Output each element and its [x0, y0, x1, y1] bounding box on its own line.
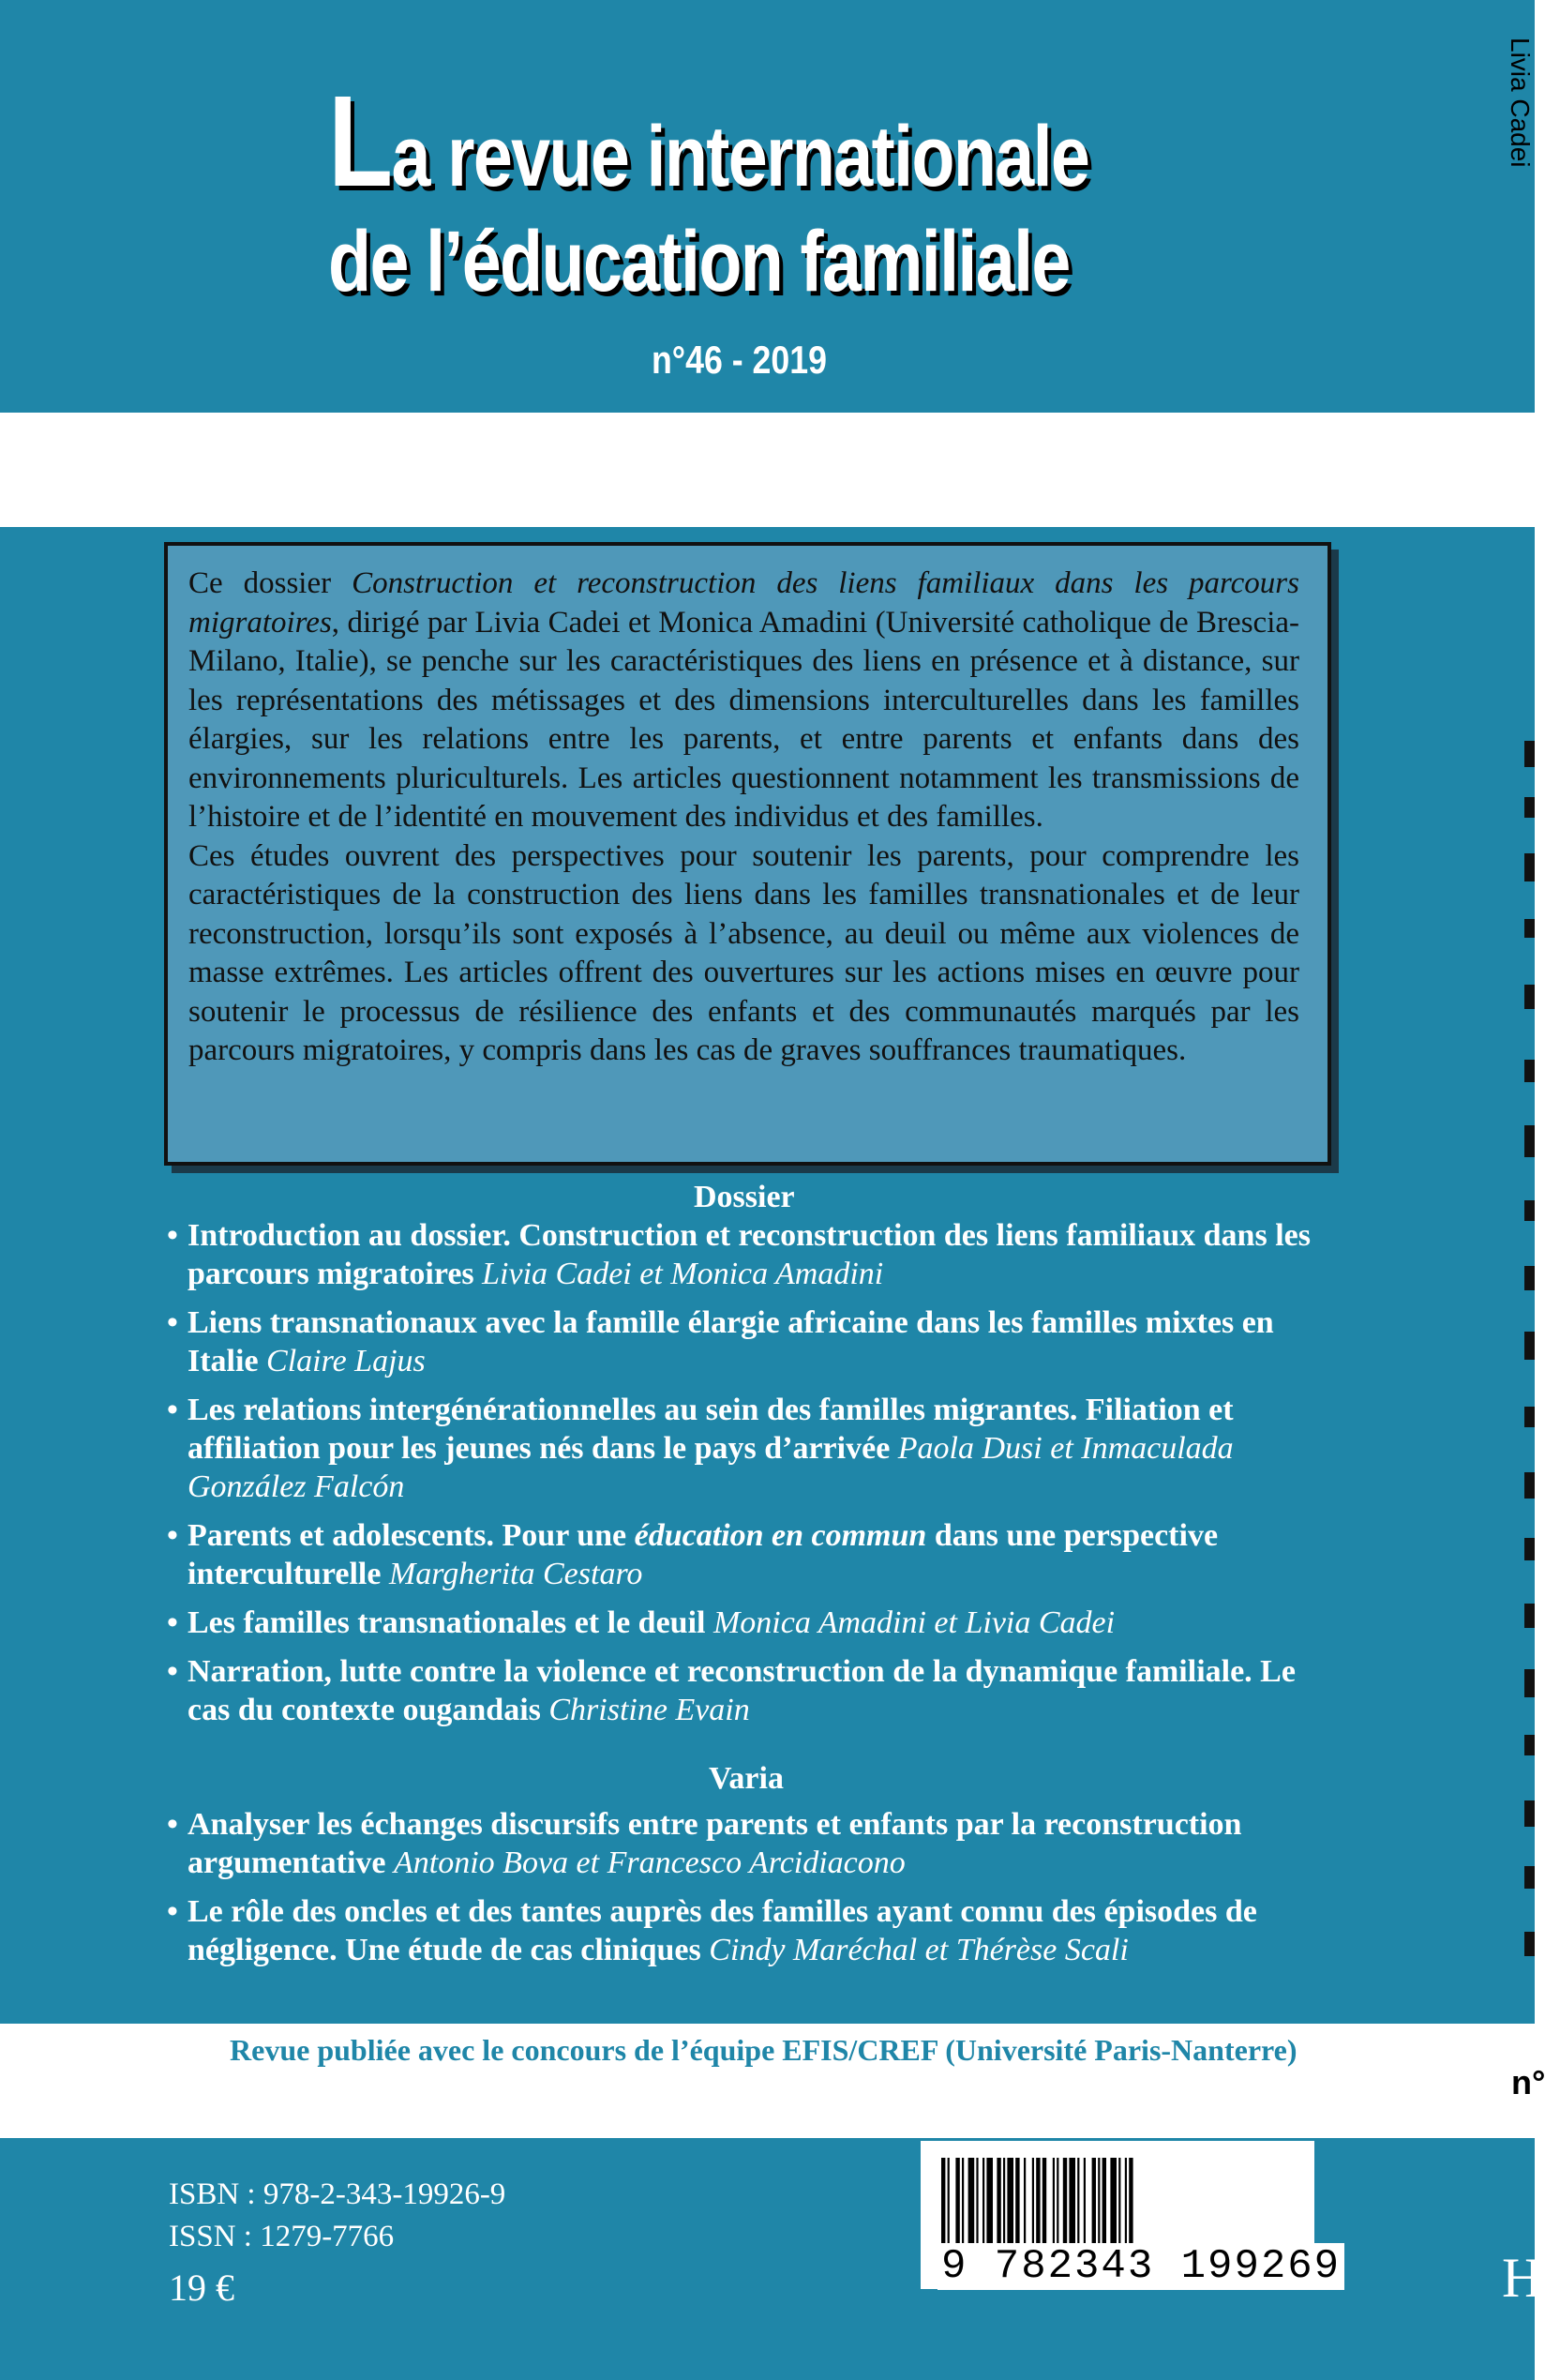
summary-paragraph-2: Ces études ouvrent des perspectives pour soutenir les parents, pour comprendre les caractéristiques de la construction des liens dans les familles transnationales et de leur reconstruction, lorsqu’ils sont exposés à l’absence, au deuil ou même aux violences de masse extrêmes. Les articles offrent des ouvertures sur les actions mises en œuvre pour soutenir le processus de résilience des enfants et des communautés marqués par les parcours migratoires, y compris dans les cas de graves souffrances traumatiques. [188, 838, 1299, 1067]
barcode-bar [1102, 2158, 1106, 2252]
barcode-bar [1032, 2158, 1034, 2252]
barcode-number: 9 782343 199269 [938, 2243, 1344, 2290]
barcode-bar [948, 2158, 950, 2252]
spine-publisher: H [1502, 2247, 1543, 2309]
list-item: • Les relations intergénérationnelles au sein des familles migrantes. Filiation et affiliation pour les jeunes nés dans le pays d’arrivée Paola Dusi et Inmaculada González Falcón [167, 1393, 1234, 1504]
spine-text-fragments [1500, 741, 1535, 2016]
barcode-bar [1003, 2158, 1005, 2252]
issn: ISSN : 1279-7766 [169, 2220, 395, 2253]
barcode-bar [1098, 2158, 1100, 2252]
journal-title: La revue internationale de l’éducation familiale [328, 69, 1089, 309]
barcode-bar [941, 2158, 945, 2252]
spine-issue: n° [1511, 2063, 1545, 2101]
barcode-bar [1007, 2158, 1013, 2252]
summary-paragraph-1: Ce dossier Construction et reconstruction des liens familiaux dans les parcours migratoires, dirigé par Livia Cadei et Monica Amadini (Université catholique de Brescia-Milano, Italie), se penche sur les caractéristiques des liens en présence et à distance, sur les représentations des métissages et des dimensions interculturelles dans les familles élargies, sur les relations entre les parents, et entre parents et enfants dans des environnements pluriculturels. Les articles questionnent notamment les transmissions de l’histoire et de l’identité en mouvement des individus et des familles. [188, 566, 1299, 834]
list-item: • Narration, lutte contre la violence et reconstruction de la dynamique familiale. Le cas du contexte ougandais Christine Evain [167, 1654, 1296, 1727]
barcode-bar [1118, 2158, 1120, 2252]
barcode-bar [976, 2158, 978, 2252]
barcode-bar [1015, 2158, 1019, 2252]
barcode-bar [1053, 2158, 1055, 2252]
barcode-bar [986, 2158, 993, 2252]
publisher-note: Revue publiée avec le concours de l’équipe EFIS/CREF (Université Paris-Nanterre) [230, 2033, 1298, 2067]
list-item: • Analyser les échanges discursifs entre parents et enfants par la reconstruction argumentative Antonio Bova et Francesco Arcidiacono [167, 1807, 1242, 1880]
barcode-bar [1036, 2158, 1040, 2252]
barcode-bar [1125, 2158, 1127, 2252]
barcode-bar [1084, 2158, 1086, 2252]
barcode-bar [1110, 2158, 1117, 2252]
list-item: • Liens transnationaux avec la famille élargie africaine dans les familles mixtes en Italie Claire Lajus [167, 1305, 1274, 1378]
white-strip-top [0, 413, 1535, 527]
barcode-bar [997, 2158, 1000, 2252]
varia-heading: Varia [709, 1761, 784, 1796]
spine-author: Livia Cadei [1506, 38, 1535, 168]
list-item: • Les familles transnationales et le deuil Monica Amadini et Livia Cadei [167, 1605, 1116, 1640]
list-item: • Le rôle des oncles et des tantes auprès des familles ayant connu des épisodes de négligence. Une étude de cas cliniques Cindy Maréchal et Thérèse Scali [167, 1894, 1257, 1967]
barcode-bar [962, 2158, 964, 2252]
identifiers [169, 2174, 505, 2258]
barcode-bar [1069, 2158, 1075, 2252]
summary-box [164, 542, 1331, 1166]
list-item: • Introduction au dossier. Construction et reconstruction des liens familiaux dans les parcours migratoires Livia Cadei et Monica Amadini [167, 1218, 1311, 1291]
barcode-bar [1057, 2158, 1058, 2252]
barcode-bar [1042, 2158, 1046, 2252]
barcode-bar [1129, 2158, 1132, 2252]
isbn: ISBN : 978-2-343-19926-9 [169, 2177, 506, 2211]
barcode-bar [1077, 2158, 1079, 2252]
varia-list [167, 1805, 1341, 1980]
dossier-list [167, 1216, 1341, 1740]
barcode-bar [982, 2158, 984, 2252]
barcode-bar [968, 2158, 975, 2252]
barcode-bar [1092, 2158, 1096, 2252]
price: 19 € [169, 2267, 234, 2309]
issue-number: n°46 - 2019 [652, 338, 827, 382]
barcode-bar [955, 2158, 959, 2252]
barcode-bar [1063, 2158, 1067, 2252]
barcode-bar [1024, 2158, 1026, 2252]
list-item: • Parents et adolescents. Pour une éducation en commun dans une perspective interculturelle Margherita Cestaro [167, 1518, 1219, 1591]
dossier-heading: Dossier [694, 1180, 795, 1214]
